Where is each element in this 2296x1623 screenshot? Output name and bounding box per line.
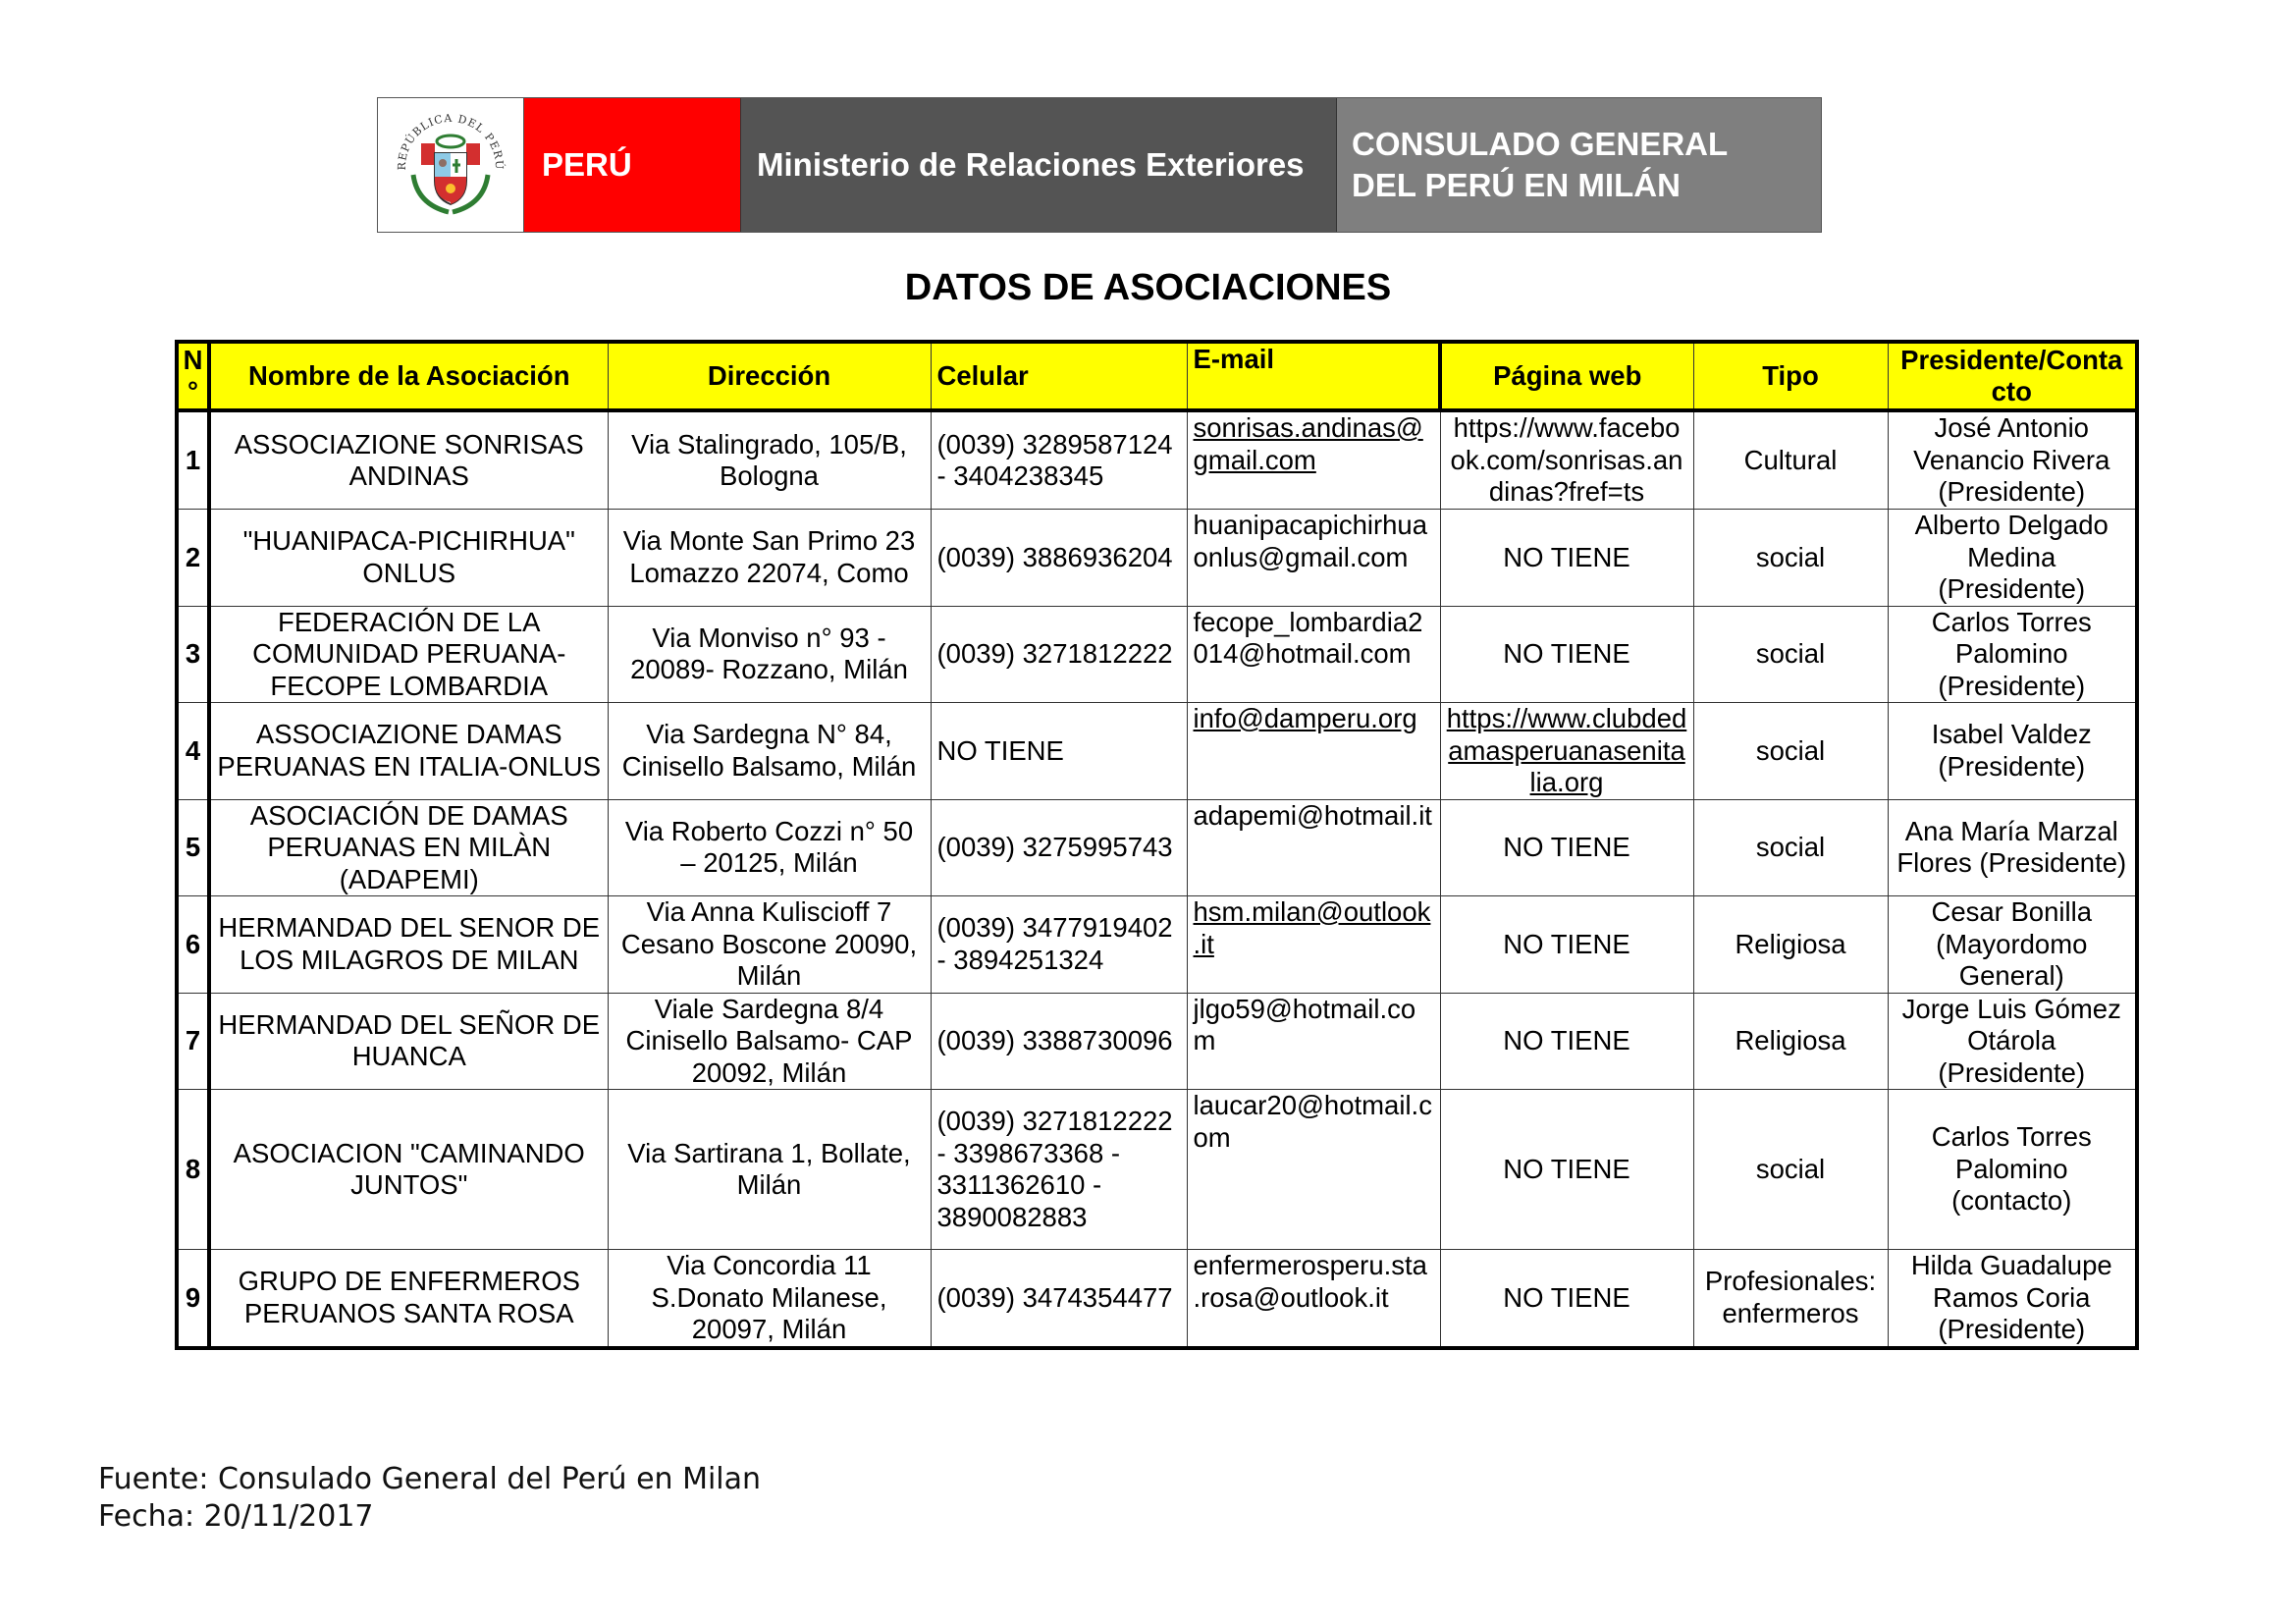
cell-email: huanipacapichirhuaonlus@gmail.com — [1187, 510, 1440, 607]
col-header-web: Página web — [1440, 342, 1693, 410]
cell-tipo: Cultural — [1693, 410, 1888, 510]
table-row — [177, 1250, 2137, 1348]
cell-web: NO TIENE — [1440, 1250, 1693, 1348]
cell-tipo: Religiosa — [1693, 896, 1888, 994]
col-header-num: N° — [177, 342, 209, 410]
cell-email: adapemi@hotmail.it — [1187, 799, 1440, 896]
cell-presidente: Alberto Delgado Medina (Presidente) — [1888, 510, 2137, 607]
cell-celular: (0039) 3477919402 - 3894251324 — [931, 896, 1187, 994]
consulado-label — [1336, 98, 1821, 232]
cell-celular: NO TIENE — [931, 703, 1187, 800]
associations-table — [175, 340, 2139, 1350]
svg-text:REPÚBLICA DEL PERÚ: REPÚBLICA DEL PERÚ — [395, 111, 507, 171]
cell-nombre: ASSOCIAZIONE SONRISAS ANDINAS — [209, 410, 608, 510]
cell-num: 4 — [177, 703, 209, 800]
cell-presidente: Cesar Bonilla (Mayordomo General) — [1888, 896, 2137, 994]
cell-email: fecope_lombardia2014@hotmail.com — [1187, 606, 1440, 703]
coat-of-arms-logo — [378, 98, 524, 232]
cell-web: NO TIENE — [1440, 896, 1693, 994]
cell-tipo: social — [1693, 606, 1888, 703]
table-row — [177, 799, 2137, 896]
cell-nombre: FEDERACIÓN DE LA COMUNIDAD PERUANA-FECOPE LOMBARDIA — [209, 606, 608, 703]
cell-presidente: Hilda Guadalupe Ramos Coria (Presidente) — [1888, 1250, 2137, 1348]
table-row — [177, 510, 2137, 607]
coat-of-arms-icon — [392, 106, 509, 224]
cell-nombre: HERMANDAD DEL SEÑOR DE HUANCA — [209, 993, 608, 1090]
cell-nombre: HERMANDAD DEL SENOR DE LOS MILAGROS DE MILAN — [209, 896, 608, 994]
cell-direccion: Via Monte San Primo 23 Lomazzo 22074, Como — [608, 510, 931, 607]
cell-direccion: Via Anna Kuliscioff 7 Cesano Boscone 20090, Milán — [608, 896, 931, 994]
peru-label: PERÚ — [524, 98, 740, 232]
cell-celular: (0039) 3271812222 — [931, 606, 1187, 703]
cell-presidente: José Antonio Venancio Rivera (Presidente) — [1888, 410, 2137, 510]
cell-email: enfermerosperu.sta.rosa@outlook.it — [1187, 1250, 1440, 1348]
cell-email-link[interactable]: hsm.milan@outlook.it — [1187, 896, 1440, 994]
cell-tipo: Profesionales: enfermeros — [1693, 1250, 1888, 1348]
cell-tipo: social — [1693, 1090, 1888, 1250]
col-header-email: E-mail — [1187, 342, 1440, 410]
ministerio-label: Ministerio de Relaciones Exteriores — [740, 98, 1336, 232]
cell-email: laucar20@hotmail.com — [1187, 1090, 1440, 1250]
footer-fecha: Fecha: 20/11/2017 — [98, 1499, 374, 1534]
cell-celular: (0039) 3388730096 — [931, 993, 1187, 1090]
cell-direccion: Via Sardegna N° 84, Cinisello Balsamo, Milán — [608, 703, 931, 800]
cell-web: NO TIENE — [1440, 799, 1693, 896]
header-banner — [377, 97, 1822, 233]
cell-presidente: Carlos Torres Palomino (contacto) — [1888, 1090, 2137, 1250]
cell-num: 7 — [177, 993, 209, 1090]
cell-celular: (0039) 3275995743 — [931, 799, 1187, 896]
table-row — [177, 896, 2137, 994]
cell-tipo: social — [1693, 799, 1888, 896]
cell-celular: (0039) 3474354477 — [931, 1250, 1187, 1348]
cell-web: NO TIENE — [1440, 993, 1693, 1090]
cell-celular: (0039) 3289587124 - 3404238345 — [931, 410, 1187, 510]
cell-num: 6 — [177, 896, 209, 994]
cell-num: 9 — [177, 1250, 209, 1348]
cell-nombre: ASOCIACIÓN DE DAMAS PERUANAS EN MILÀN (ADAPEMI) — [209, 799, 608, 896]
col-header-celular: Celular — [931, 342, 1187, 410]
cell-email-link[interactable]: sonrisas.andinas@gmail.com — [1187, 410, 1440, 510]
table-header-row — [177, 342, 2137, 410]
cell-direccion: Viale Sardegna 8/4 Cinisello Balsamo- CAP 20092, Milán — [608, 993, 931, 1090]
cell-direccion: Via Concordia 11 S.Donato Milanese, 20097, Milán — [608, 1250, 931, 1348]
table-row — [177, 410, 2137, 510]
table-row — [177, 606, 2137, 703]
col-header-nombre: Nombre de la Asociación — [209, 342, 608, 410]
cell-tipo: social — [1693, 703, 1888, 800]
cell-web-link[interactable]: https://www.clubdedamasperuanasenitalia.org — [1440, 703, 1693, 800]
cell-num: 2 — [177, 510, 209, 607]
cell-direccion: Via Sartirana 1, Bollate, Milán — [608, 1090, 931, 1250]
footer-fuente: Fuente: Consulado General del Perú en Milan — [98, 1462, 762, 1496]
cell-num: 1 — [177, 410, 209, 510]
cell-email: jlgo59@hotmail.com — [1187, 993, 1440, 1090]
cell-web: NO TIENE — [1440, 1090, 1693, 1250]
table-row — [177, 1090, 2137, 1250]
cell-num: 3 — [177, 606, 209, 703]
cell-presidente: Isabel Valdez (Presidente) — [1888, 703, 2137, 800]
cell-web: NO TIENE — [1440, 510, 1693, 607]
cell-presidente: Ana María Marzal Flores (Presidente) — [1888, 799, 2137, 896]
cell-presidente: Jorge Luis Gómez Otárola (Presidente) — [1888, 993, 2137, 1090]
cell-num: 8 — [177, 1090, 209, 1250]
table-row — [177, 703, 2137, 800]
cell-direccion: Via Roberto Cozzi n° 50 – 20125, Milán — [608, 799, 931, 896]
table-row — [177, 993, 2137, 1090]
cell-nombre: GRUPO DE ENFERMEROS PERUANOS SANTA ROSA — [209, 1250, 608, 1348]
col-header-presidente: Presidente/Contacto — [1888, 342, 2137, 410]
cell-nombre: ASSOCIAZIONE DAMAS PERUANAS EN ITALIA-ONLUS — [209, 703, 608, 800]
cell-tipo: social — [1693, 510, 1888, 607]
col-header-direccion: Dirección — [608, 342, 931, 410]
cell-email-link[interactable]: info@damperu.org — [1187, 703, 1440, 800]
col-header-tipo: Tipo — [1693, 342, 1888, 410]
cell-web: NO TIENE — [1440, 606, 1693, 703]
footer — [98, 1461, 761, 1536]
cell-celular: (0039) 3271812222 - 3398673368 - 3311362610 - 3890082883 — [931, 1090, 1187, 1250]
cell-nombre: ASOCIACION "CAMINANDO JUNTOS" — [209, 1090, 608, 1250]
cell-tipo: Religiosa — [1693, 993, 1888, 1090]
cell-nombre: "HUANIPACA-PICHIRHUA" ONLUS — [209, 510, 608, 607]
consulado-line-2: DEL PERÚ EN MILÁN — [1352, 167, 1681, 203]
consulado-line-1: CONSULADO GENERAL — [1352, 126, 1729, 162]
page-title: DATOS DE ASOCIACIONES — [904, 267, 1392, 308]
cell-presidente: Carlos Torres Palomino (Presidente) — [1888, 606, 2137, 703]
cell-direccion: Via Stalingrado, 105/B, Bologna — [608, 410, 931, 510]
cell-web: https://www.facebook.com/sonrisas.andinas?fref=ts — [1440, 410, 1693, 510]
cell-num: 5 — [177, 799, 209, 896]
cell-direccion: Via Monviso n° 93 - 20089- Rozzano, Milán — [608, 606, 931, 703]
cell-celular: (0039) 3886936204 — [931, 510, 1187, 607]
